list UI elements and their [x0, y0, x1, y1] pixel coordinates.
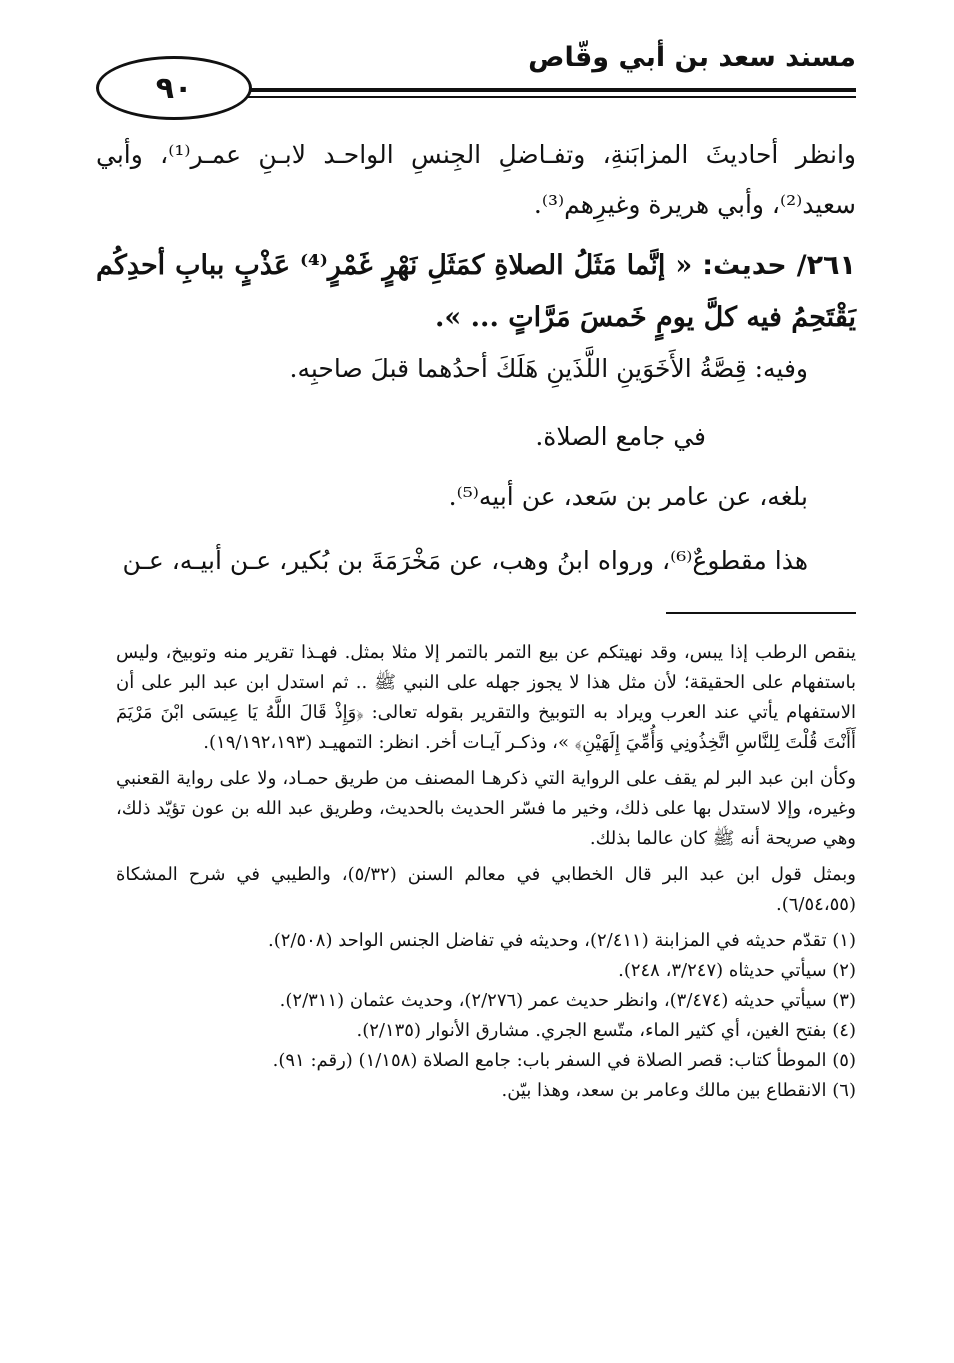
footnote-1: (١) تقدّم حديثه في المزابنة (٢/٤١١)، وحديثه في تفاضل الجنس الواحد (٢/٥٠٨). — [267, 930, 856, 951]
footnote-2: (٢) سيأتي حديثاه (٣/٢٤٧، ٢٤٨). — [618, 960, 856, 981]
footnote-6: (٦) الانقطاع بين مالك وعامر بن سعد، وهذا بيّن. — [501, 1080, 856, 1101]
hadith-text: « إنَّما مَثَلُ الصلاةِ كمَثَلِ نَهْرٍ غَمْرٍ⁽⁴⁾ عَذْبٍ ببابِ أحدِكُم يَقْتَحِمُ فيه كلَّ يومٍ خَمسَ مَرَّاتٍ ... ». — [96, 250, 856, 333]
intro-paragraph: وانظر أحاديثَ المزابَنةِ، وتفـاضلِ الجِنسِ الواحـد لابـنِ عمـر⁽¹⁾، وأبي سعيد⁽²⁾، وأبي هريرة وغيرِهم⁽³⁾. — [96, 140, 856, 219]
page-number: ٩٠ — [96, 56, 252, 120]
hadith-paragraph — [96, 240, 856, 344]
note-line: هذا مقطوعٌ⁽⁶⁾، ورواه ابنُ وهب، عن مَخْرَمَةَ بن بُكير، عـن أبيـه، عـن — [122, 546, 808, 575]
footnote-separator — [666, 612, 856, 614]
header-rule-thin — [236, 96, 856, 98]
footnote-4: (٤) بفتح الغين، أي كثير الماء، متّسع الجري. مشارق الأنوار (٢/١٣٥). — [356, 1020, 856, 1041]
header-rule-thick — [236, 88, 856, 92]
hadith-number-label: ٢٦١/ حديث: — [702, 250, 857, 281]
main-text — [96, 130, 856, 586]
isnad-line: بلغه، عن عامر بن سَعد، عن أبيه⁽⁵⁾. — [448, 482, 808, 511]
page-header — [96, 38, 856, 108]
footnotes — [116, 638, 856, 1106]
chapter-line: في جامع الصلاة. — [535, 422, 706, 451]
footnote-5: (٥) الموطأ كتاب: قصر الصلاة في السفر باب: جامع الصلاة (١/١٥٨) (رقم: ٩١). — [272, 1050, 856, 1071]
story-line: وفيه: قِصَّةُ الأَخَوَينِ اللَّذَينِ هَلَكَ أحدُهما قبلَ صاحبِه. — [289, 354, 808, 383]
footnote-continuation-2: وكأن ابن عبد البر لم يقف على الرواية التي ذكرهـا المصنف من طريق حمـاد، ولا على رواية القعنبي وغيره، وإلا لاستدل بها على ذلك، وخير ما فسّر الحديث بالحديث، وطريق عبد الله بن عون تؤيّد ذلك، وهي صريحة أنه ﷺ كان عالما بذلك. — [116, 768, 856, 849]
footnote-3: (٣) سيأتي حديثه (٣/٤٧٤)، وانظر حديث عمر (٢/٢٧٦)، وحديث عثمان (٢/٣١١). — [279, 990, 856, 1011]
footnote-continuation-3: وبمثل قول ابن عبد البر قال الخطابي في معالم السنن (٥/٣٢)، والطيبي في شرح المشكاة (٦/٥٤،٥٥). — [116, 864, 856, 915]
footnote-continuation-1: ينقص الرطب إذا يبس، وقد نهيتكم عن بيع التمر بالتمر إلا مثلا بمثل. فهـذا تقرير منه وتوبيخ، وليس باستفهام على الحقيقة؛ لأن مثل هذا لا يجوز جهله على النبي ﷺ .. ثم استدل ابن عبد البر على أن الاستفهام يأتي عند العرب ويراد به التوبيخ والتقرير بقوله تعالى: ﴿وَإِذْ قَالَ اللَّهُ يَا عِيسَى ابْنَ مَرْيَمَ أَأَنْتَ قُلْتَ لِلنَّاسِ اتَّخِذُونِي وَأُمِّيَ إِلَهَيْنِ﴾ »، وذكـر آيـات أخر. انظر: التمهيـد (١٩/١٩٢،١٩٣). — [116, 642, 856, 753]
footnote-list — [116, 926, 856, 1106]
book-title: مسند سعد بن أبي وقّاص — [528, 42, 856, 73]
